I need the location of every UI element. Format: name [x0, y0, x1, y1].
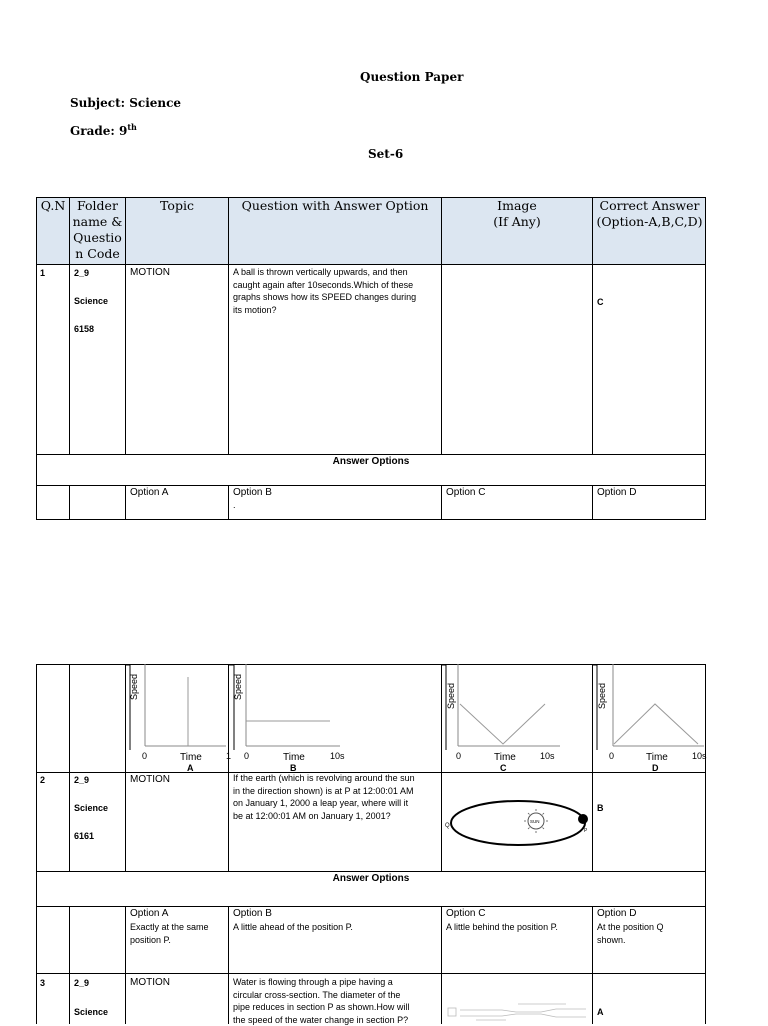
question-text: A ball is thrown vertically upwards, and then caught again after 10seconds.Which of these graphs shows how its SPEED changes during its motion? — [233, 267, 417, 315]
correct-answer: A — [597, 1007, 604, 1017]
answer-options-label: Answer Options — [332, 873, 410, 884]
graph-a-ylabel: Speed — [129, 673, 139, 700]
option-a-text: Exactly at the same position P. — [130, 922, 209, 945]
set-label: Set-6 — [368, 147, 404, 161]
divider — [441, 197, 442, 454]
grade-value: 9 — [119, 124, 128, 138]
col-header-image: Image (If Any) — [493, 198, 541, 229]
graph-c — [441, 664, 560, 750]
graph-d-xlabel: Time — [646, 752, 668, 763]
graph-a — [125, 664, 226, 750]
divider — [228, 906, 229, 1024]
divider — [125, 197, 126, 454]
graph-d-ylabel: Speed — [597, 682, 607, 709]
option-c-text: A little behind the position P. — [446, 922, 558, 932]
divider — [36, 871, 706, 872]
graph-c-letter: C — [500, 763, 507, 773]
topic: MOTION — [130, 267, 170, 278]
grade-label: Grade: — [70, 124, 115, 138]
question-code: 6161 — [74, 831, 95, 841]
divider — [125, 485, 126, 520]
topic: MOTION — [130, 977, 170, 988]
grade-line — [70, 122, 137, 138]
col-header-qn: Q.N — [40, 198, 66, 213]
option-d-label: Option D — [597, 908, 637, 919]
divider — [592, 197, 593, 454]
subject-label: Subject: — [70, 96, 126, 110]
question-text: Water is flowing through a pipe having a circular cross-section. The diameter of the pipe reduces in section P as shown.How will the speed of the water change in section P? — [233, 977, 410, 1025]
folder-code: 2_9 — [74, 268, 90, 278]
option-a-label: Option A — [130, 908, 169, 919]
graph-c-ten: 10s — [540, 751, 555, 761]
divider — [36, 264, 706, 265]
divider — [69, 906, 70, 1024]
divider — [592, 485, 593, 520]
graph-a-xlabel: Time — [180, 752, 202, 763]
subject-line — [70, 96, 181, 110]
graph-d-ten: 10s — [692, 751, 707, 761]
question-number: 1 — [40, 268, 46, 278]
graph-d-letter: D — [652, 763, 659, 773]
option-b-label: Option B — [233, 487, 272, 498]
question-number: 3 — [40, 978, 46, 988]
orbit-p-label: P — [584, 828, 588, 834]
divider — [36, 973, 706, 974]
graph-d — [592, 664, 704, 750]
folder-subject: Science — [74, 1007, 109, 1017]
graph-b-zero: 0 — [244, 751, 250, 761]
divider — [69, 485, 70, 520]
divider — [36, 906, 706, 907]
divider — [228, 197, 229, 454]
folder-subject: Science — [74, 803, 109, 813]
question-number: 2 — [40, 775, 46, 785]
folder-code: 2_9 — [74, 775, 90, 785]
topic: MOTION — [130, 774, 170, 785]
graph-b-letter: B — [290, 763, 297, 773]
graph-a-tick: 1 — [226, 751, 232, 761]
orbit-q-label: Q — [445, 823, 450, 829]
col-header-topic: Topic — [160, 198, 194, 213]
option-b-note: . — [233, 500, 236, 510]
earth-orbit-image — [444, 795, 592, 851]
option-b-label: Option B — [233, 908, 272, 919]
divider — [441, 485, 442, 520]
divider — [592, 906, 593, 1024]
correct-answer: C — [597, 297, 604, 307]
grade-sup: th — [127, 122, 137, 132]
graph-b-ylabel: Speed — [233, 673, 243, 700]
question-code: 6158 — [74, 324, 95, 334]
page-title: Question Paper — [360, 70, 464, 84]
col-header-question: Question with Answer Option — [241, 198, 429, 213]
option-a-label: Option A — [130, 487, 169, 498]
pipe-image — [446, 1000, 591, 1024]
graph-c-ylabel: Speed — [446, 682, 456, 709]
option-d-text: At the position Q shown. — [597, 922, 664, 945]
subject-value: Science — [129, 96, 182, 110]
folder-subject: Science — [74, 296, 109, 306]
table-border — [36, 197, 706, 520]
option-c-label: Option C — [446, 487, 486, 498]
divider — [228, 485, 229, 520]
divider — [36, 454, 706, 455]
graph-b-ten: 10s — [330, 751, 345, 761]
divider — [125, 906, 126, 1024]
divider — [36, 485, 706, 486]
option-d-label: Option D — [597, 487, 637, 498]
divider — [441, 906, 442, 1024]
graph-c-xlabel: Time — [494, 752, 516, 763]
folder-code: 2_9 — [74, 978, 90, 988]
graph-c-zero: 0 — [456, 751, 462, 761]
graph-a-zero: 0 — [142, 751, 148, 761]
question-text: If the earth (which is revolving around the sun in the direction shown) is at P at 12:00:01 AM on January 1, 2000 a leap year, where will it be at 12:00:01 AM on January 1, 2001? — [233, 773, 415, 821]
graph-d-zero: 0 — [609, 751, 615, 761]
option-b-text: A little ahead of the position P. — [233, 922, 353, 932]
graph-b — [228, 664, 340, 750]
col-header-folder: Folder name & Questio n Code — [72, 198, 123, 261]
graph-b-xlabel: Time — [283, 752, 305, 763]
graph-a-letter: A — [187, 763, 194, 773]
correct-answer: B — [597, 803, 604, 813]
col-header-answer: Correct Answer (Option-A,B,C,D) — [596, 198, 703, 229]
answer-options-label: Answer Options — [332, 456, 410, 467]
option-c-label: Option C — [446, 908, 486, 919]
orbit-sun-label: SUN — [530, 819, 540, 824]
